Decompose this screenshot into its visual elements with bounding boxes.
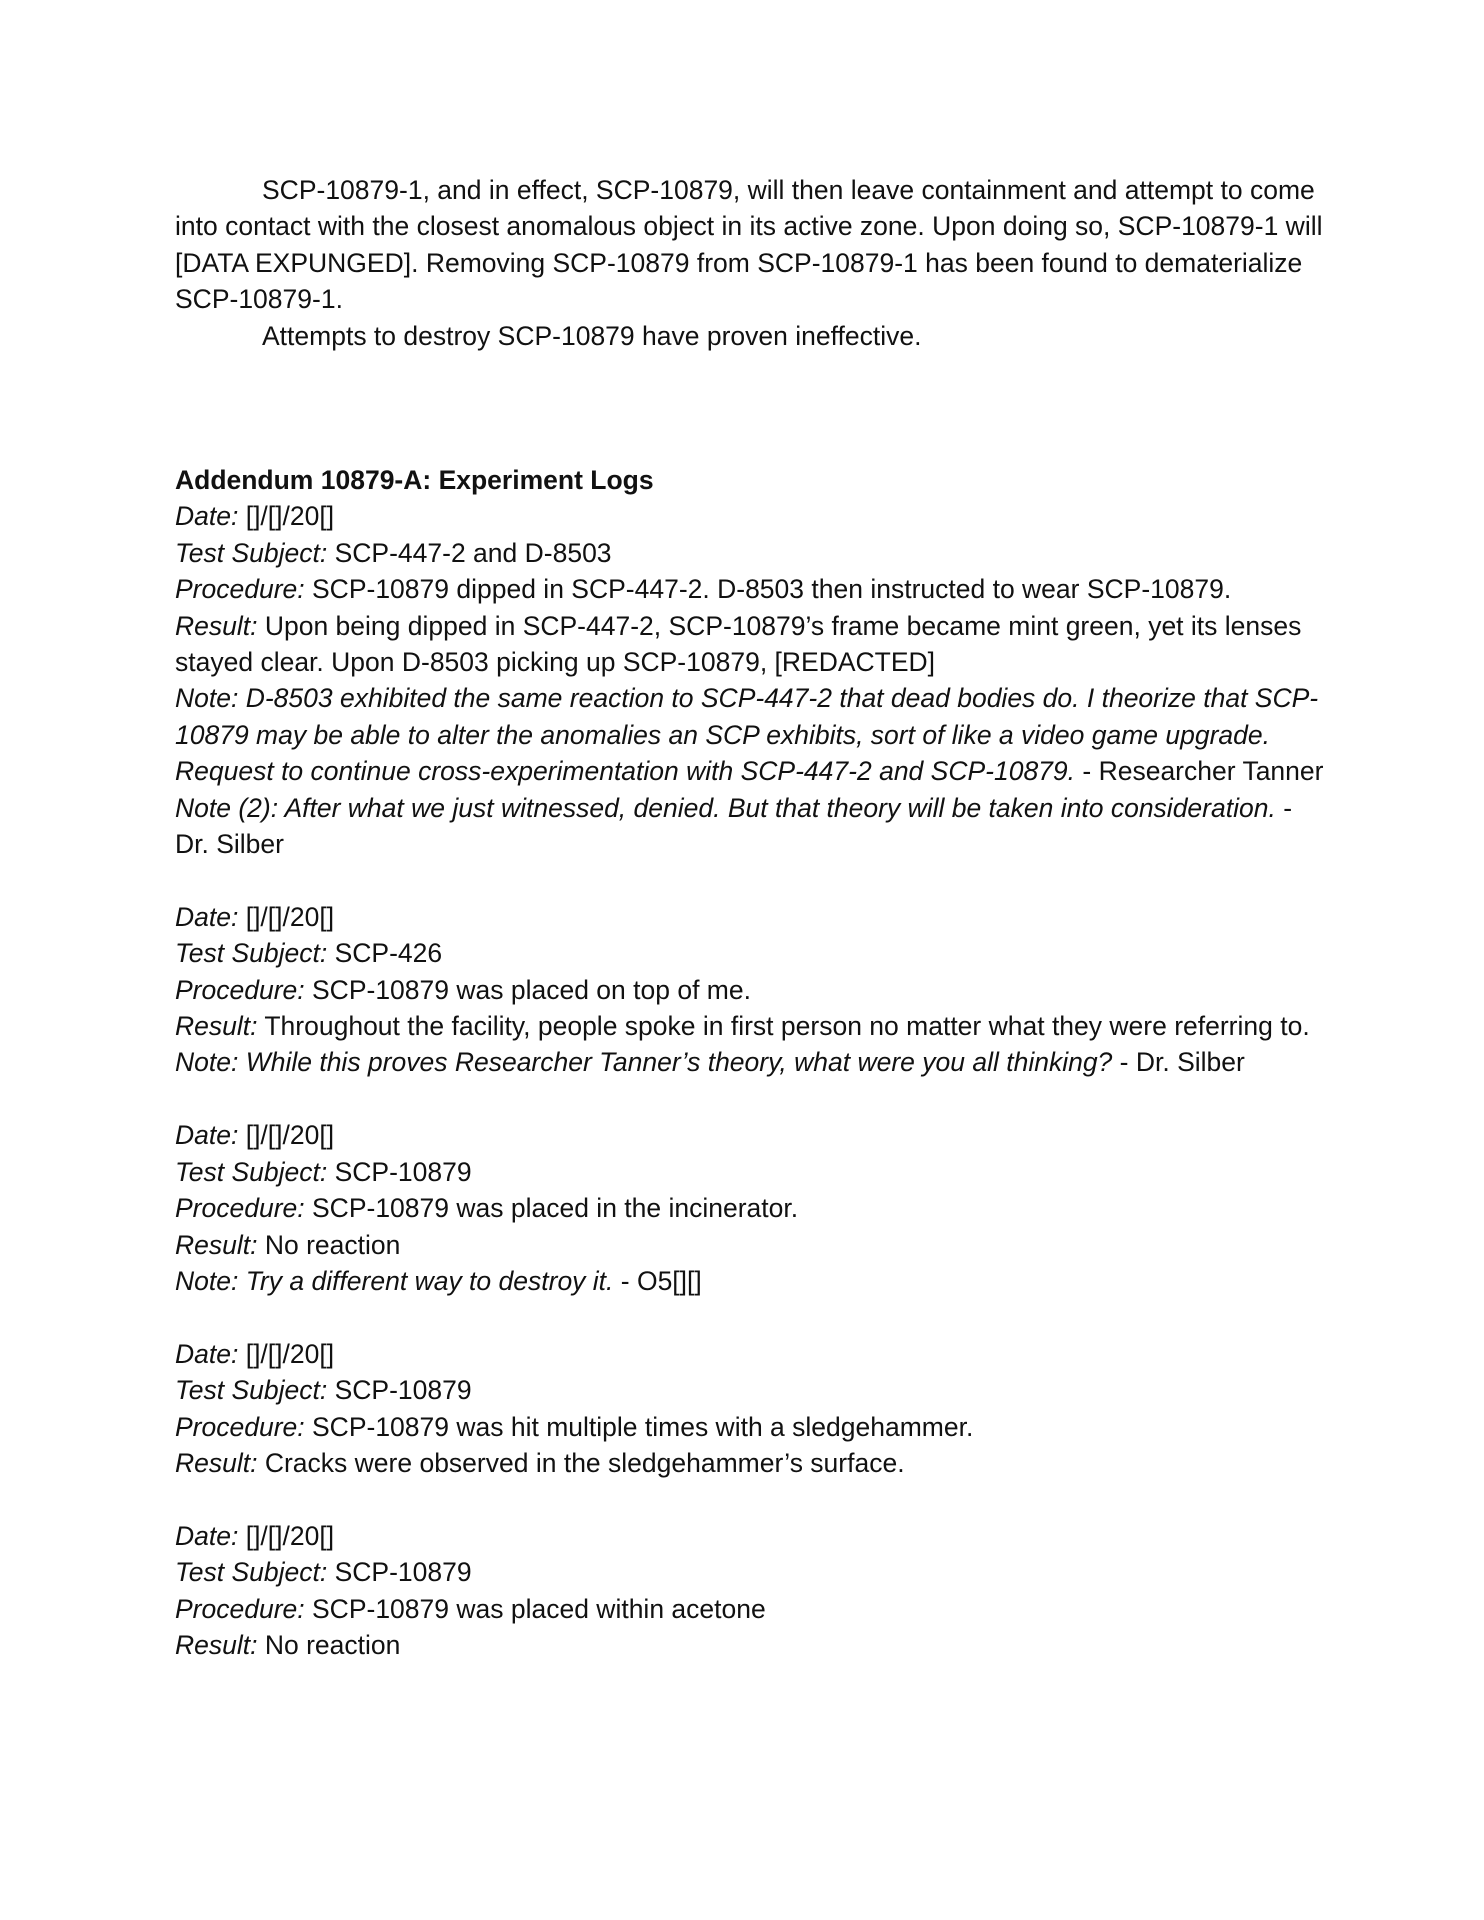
subject-label: Test Subject:: [175, 1375, 328, 1406]
experiment-log-entry: [175, 498, 1325, 862]
result-label: Result:: [175, 610, 258, 641]
subject-label: Test Subject:: [175, 1557, 328, 1588]
procedure-value: SCP-10879 dipped in SCP-447-2. D-8503 then instructed to wear SCP-10879.: [304, 574, 1232, 605]
entry-procedure: [175, 972, 1325, 1008]
entry-note: [175, 1263, 1325, 1299]
date-value: []/[]/20[]: [238, 901, 335, 932]
result-label: Result:: [175, 1229, 258, 1260]
entry-result: [175, 1008, 1325, 1044]
note-text: Note: D-8503 exhibited the same reaction to SCP-447-2 that dead bodies do. I theorize that SCP-10879 may be able to alter the anomalies an SCP exhibits, sort of like a video game upgrade. Request to continue cross-experimentation with SCP-447-2 and SCP-10879.: [175, 683, 1319, 787]
subject-label: Test Subject:: [175, 1156, 328, 1187]
entry-result: [175, 1227, 1325, 1263]
result-label: Result:: [175, 1447, 258, 1478]
subject-value: SCP-447-2 and D-8503: [327, 537, 612, 568]
procedure-label: Procedure:: [175, 1593, 305, 1624]
note-text: Note: Try a different way to destroy it.: [175, 1265, 614, 1296]
procedure-label: Procedure:: [175, 1193, 305, 1224]
procedure-label: Procedure:: [175, 574, 305, 605]
procedure-value: SCP-10879 was hit multiple times with a sledgehammer.: [304, 1411, 974, 1442]
note-text: Note: While this proves Researcher Tanner’s theory, what were you all thinking?: [175, 1047, 1113, 1078]
entry-procedure: [175, 571, 1325, 607]
entry-date: [175, 1117, 1325, 1153]
result-value: No reaction: [257, 1229, 401, 1260]
entry-note: [175, 1044, 1325, 1080]
date-value: []/[]/20[]: [238, 1338, 335, 1369]
intro-section: [175, 172, 1325, 354]
intro-paragraph: SCP-10879-1, and in effect, SCP-10879, will then leave containment and attempt to come into contact with the closest anomalous object in its active zone. Upon doing so, SCP-10879-1 will [DATA EXPUNGED]. Removing SCP-10879 from SCP-10879-1 has been found to dematerialize SCP-10879-1.: [175, 175, 1323, 315]
date-value: []/[]/20[]: [238, 1120, 335, 1151]
subject-value: SCP-10879: [327, 1375, 472, 1406]
experiment-log-entry: [175, 1336, 1325, 1482]
entry-date: [175, 1336, 1325, 1372]
entry-result: [175, 608, 1325, 681]
result-value: Cracks were observed in the sledgehammer’s surface.: [257, 1447, 905, 1478]
date-value: []/[]/20[]: [238, 1520, 335, 1551]
result-value: No reaction: [257, 1629, 401, 1660]
entry-subject: [175, 1554, 1325, 1590]
subject-label: Test Subject:: [175, 938, 328, 969]
entry-subject: [175, 535, 1325, 571]
experiment-log-entry: [175, 1518, 1325, 1664]
entry-subject: [175, 1154, 1325, 1190]
result-label: Result:: [175, 1011, 258, 1042]
date-label: Date:: [175, 501, 239, 532]
date-label: Date:: [175, 1520, 239, 1551]
subject-value: SCP-426: [327, 938, 443, 969]
subject-label: Test Subject:: [175, 537, 328, 568]
procedure-value: SCP-10879 was placed within acetone: [304, 1593, 766, 1624]
subject-value: SCP-10879: [327, 1557, 472, 1588]
entry-subject: [175, 1372, 1325, 1408]
entry-date: [175, 899, 1325, 935]
procedure-value: SCP-10879 was placed on top of me.: [304, 974, 751, 1005]
note-author: - Dr. Silber: [175, 792, 1293, 860]
experiment-log-entry: [175, 1117, 1325, 1299]
note-author: - O5[][]: [613, 1265, 702, 1296]
result-label: Result:: [175, 1629, 258, 1660]
procedure-value: SCP-10879 was placed in the incinerator.: [304, 1193, 799, 1224]
addendum-title: Addendum 10879-A: Experiment Logs: [175, 465, 654, 495]
addendum-section: [175, 462, 1325, 1700]
note-text: Note (2): After what we just witnessed, denied. But that theory will be taken into consideration.: [175, 792, 1276, 823]
entry-date: [175, 498, 1325, 534]
entry-subject: [175, 935, 1325, 971]
entry-procedure: [175, 1190, 1325, 1226]
note-author: - Researcher Tanner: [1075, 756, 1324, 787]
entry-procedure: [175, 1591, 1325, 1627]
result-value: Throughout the facility, people spoke in first person no matter what they were referring to.: [257, 1011, 1310, 1042]
procedure-label: Procedure:: [175, 974, 305, 1005]
date-value: []/[]/20[]: [238, 501, 335, 532]
note-author: - Dr. Silber: [1112, 1047, 1245, 1078]
entry-result: [175, 1445, 1325, 1481]
intro-paragraph: Attempts to destroy SCP-10879 have proven ineffective.: [262, 320, 922, 351]
date-label: Date:: [175, 1338, 239, 1369]
entry-note-2: [175, 790, 1325, 863]
experiment-log-entry: [175, 899, 1325, 1081]
procedure-label: Procedure:: [175, 1411, 305, 1442]
date-label: Date:: [175, 1120, 239, 1151]
result-value: Upon being dipped in SCP-447-2, SCP-10879’s frame became mint green, yet its lenses stayed clear. Upon D-8503 picking up SCP-10879, [REDACTED]: [175, 610, 1302, 678]
entry-note: [175, 680, 1325, 789]
entry-date: [175, 1518, 1325, 1554]
entry-result: [175, 1627, 1325, 1663]
subject-value: SCP-10879: [327, 1156, 472, 1187]
entry-procedure: [175, 1409, 1325, 1445]
date-label: Date:: [175, 901, 239, 932]
